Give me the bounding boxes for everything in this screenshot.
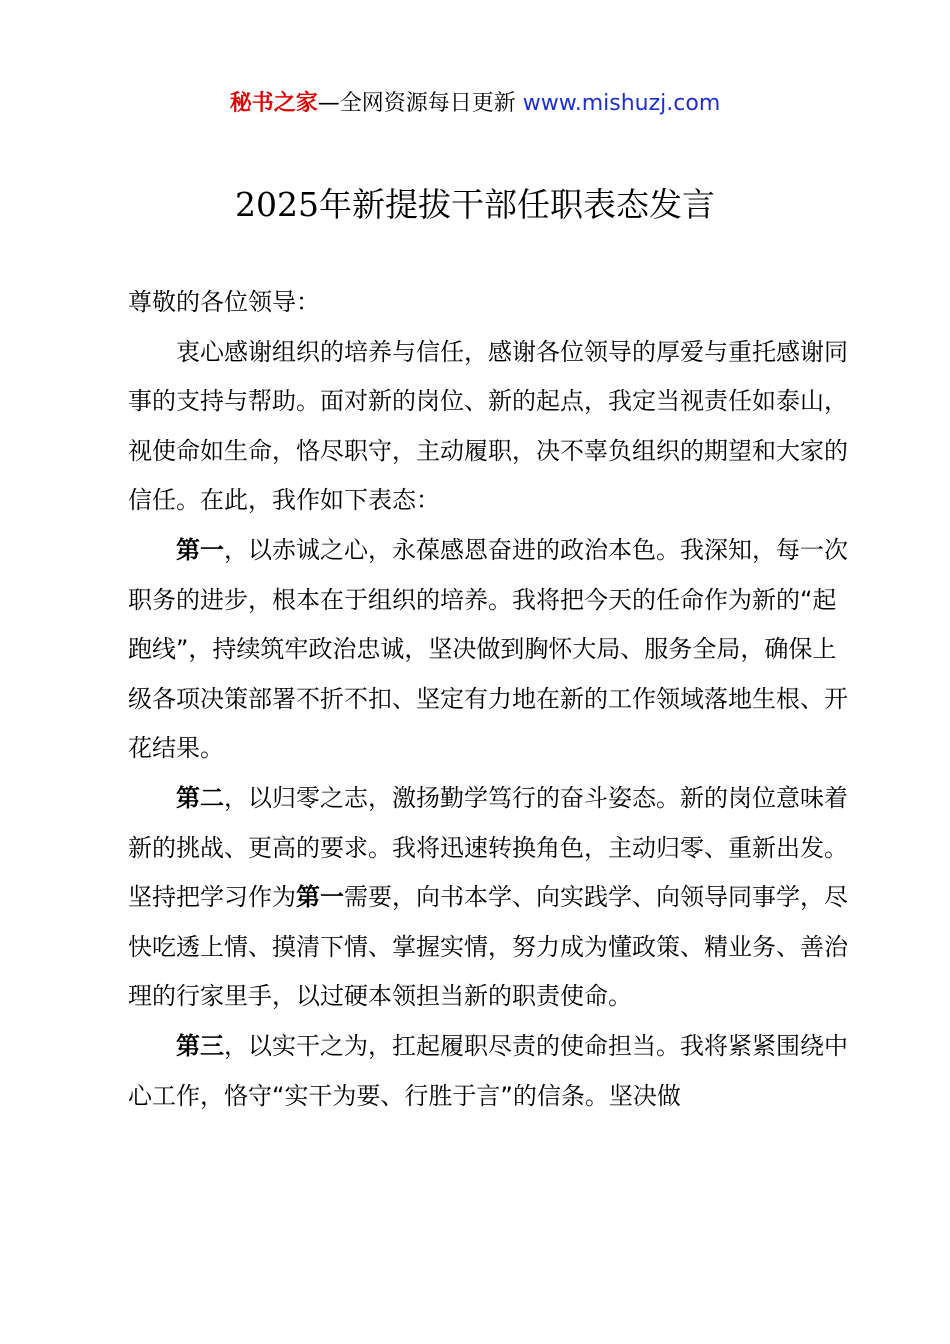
point-label-3: 第三	[176, 1031, 224, 1060]
point-text-2a: ，以归零之志，激扬勤学笃行的奋斗姿态。新的岗位意味着新的挑战、更高的要求。我将迅速转换角色，主动归零、重新出发。坚持把学习作为	[128, 783, 848, 912]
site-tagline: —全网资源每日更新	[317, 91, 523, 116]
point-paragraph-2	[128, 774, 848, 1022]
point-text-1: ，以赤诚之心，永葆感恩奋进的政治本色。我深知，每一次职务的进步，根本在于组织的培养。我将把今天的任命作为新的“起跑线”，持续筑牢政治忠诚，坚决做到胸怀大局、服务全局，确保上级各项决策部署不折不扣、坚定有力地在新的工作领域落地生根、开花结果。	[128, 535, 848, 763]
point-paragraph-1	[128, 526, 848, 774]
site-header	[0, 86, 950, 122]
point-label-1: 第一	[176, 535, 224, 564]
point-label-2: 第二	[176, 783, 224, 812]
point-inline-bold-2: 第一	[296, 883, 344, 912]
site-brand: 秘书之家	[229, 91, 318, 116]
document-body	[128, 278, 848, 1121]
point-paragraph-3	[128, 1022, 848, 1121]
salutation: 尊敬的各位领导：	[128, 288, 320, 316]
point-text-2b: 需要，向书本学、向实践学、向领导同事学，尽快吃透上情、摸清下情、掌握实情，努力成为懂政策、精业务、善治理的行家里手，以过硬本领担当新的职责使命。	[128, 883, 848, 1011]
intro-paragraph: 衷心感谢组织的培养与信任，感谢各位领导的厚爱与重托感谢同事的支持与帮助。面对新的岗位、新的起点，我定当视责任如泰山，视使命如生命，恪尽职守，主动履职，决不辜负组织的期望和大家的信任。在此，我作如下表态：	[128, 337, 848, 515]
point-text-3: ，以实干之为，扛起履职尽责的使命担当。我将紧紧围绕中心工作，恪守“实干为要、行胜于言”的信条。坚决做	[128, 1031, 848, 1110]
site-url-link[interactable]: www.mishuzj.com	[522, 91, 721, 116]
document-title: 2025年新提拔干部任职表态发言	[235, 185, 715, 224]
